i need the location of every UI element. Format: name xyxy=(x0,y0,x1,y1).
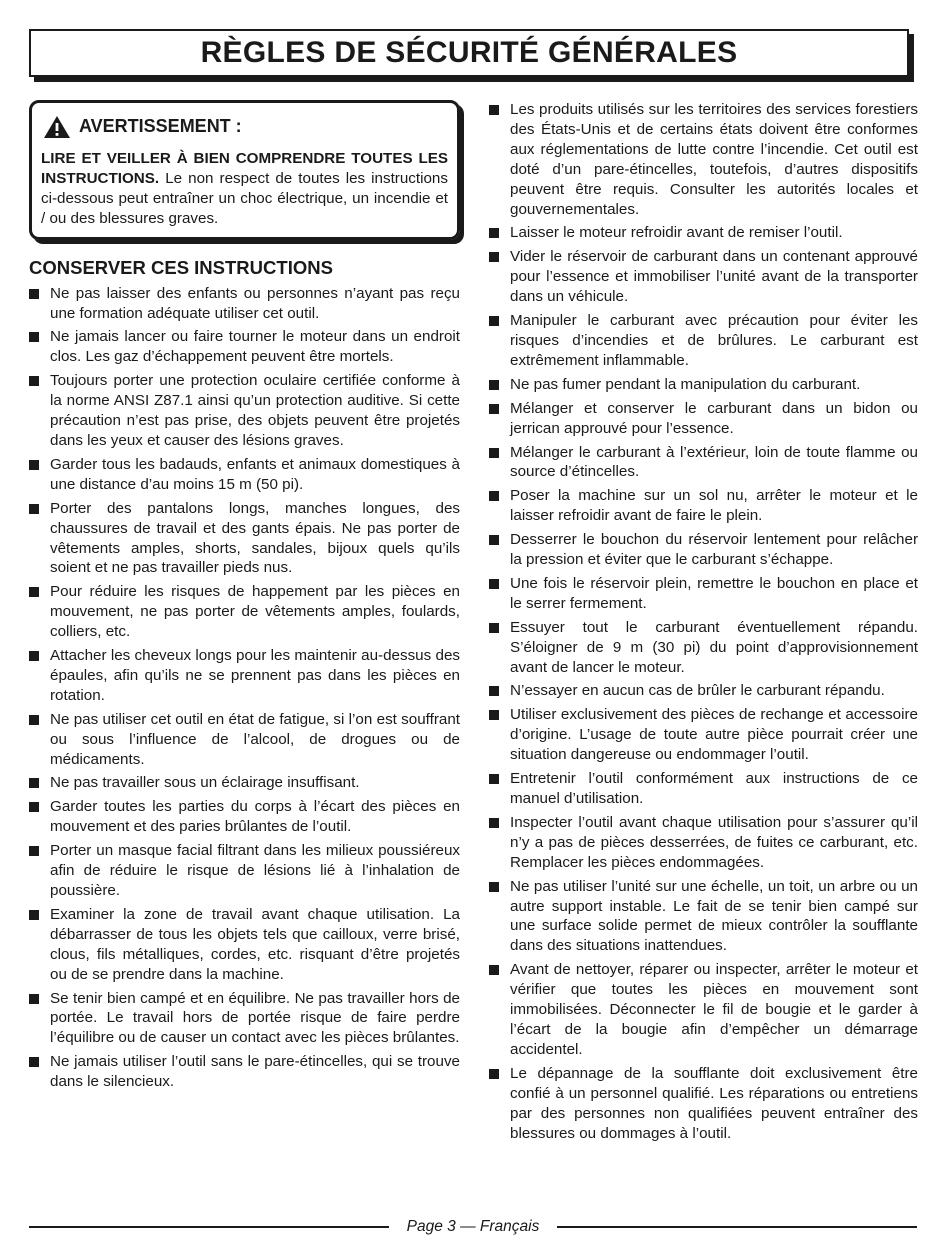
list-item: Le dépannage de la soufflante doit exclusivement être confié à un personnel qualifié. Les réparations ou entretiens par des personnes non qualifiées peuvent entraîner des blessures ou dommages à l’outil. xyxy=(489,1064,918,1144)
list-item: Se tenir bien campé et en équilibre. Ne pas travailler hors de portée. Le travail hors de portée risque de faire perdre l’équilibre ou de causer un contact avec les pièces brûlantes. xyxy=(29,989,460,1049)
right-safety-list xyxy=(489,100,918,1143)
list-item: Vider le réservoir de carburant dans un contenant approuvé pour l’essence et immobiliser l’unité avant de la transporter dans un véhicule. xyxy=(489,247,918,307)
warning-header xyxy=(41,115,448,139)
list-item: Une fois le réservoir plein, remettre le bouchon en place et le serrer fermement. xyxy=(489,574,918,614)
list-item: Ne jamais lancer ou faire tourner le moteur dans un endroit clos. Les gaz d’échappement peuvent être mortels. xyxy=(29,327,460,367)
list-item: Garder toutes les parties du corps à l’écart des pièces en mouvement et des paries brûlantes de l’outil. xyxy=(29,797,460,837)
list-item: Avant de nettoyer, réparer ou inspecter, arrêter le moteur et vérifier que toutes les pièces en mouvement sont immobilisées. Déconnecter le fil de bougie et le garder à l’écart de la bougie afin d’empêcher un démarrage accidentel. xyxy=(489,960,918,1060)
warning-heading: AVERTISSEMENT : xyxy=(79,116,242,137)
warning-text: Le non respect de toutes les instructions ci-dessous peut entraîner un choc électrique, un incendie et / ou des blessures graves. xyxy=(41,169,448,227)
list-item: Poser la machine sur un sol nu, arrêter le moteur et le laisser refroidir avant de faire le plein. xyxy=(489,486,918,526)
left-safety-list xyxy=(29,284,460,1092)
list-item: Les produits utilisés sur les territoires des services forestiers des États-Unis et de certains états doivent être conformes aux réglementations de lutte contre l’incendie. Cet outil est doté d’un pare-étincelles, toutefois, d’autres dispositifs peuvent être requis. Consulter les autorités locales et gouvernementales. xyxy=(489,100,918,219)
list-item: Attacher les cheveux longs pour les maintenir au-dessus des épaules, afin qu’ils ne se prennent pas dans les pièces en rotation. xyxy=(29,646,460,706)
footer-rule-left xyxy=(29,1226,389,1228)
footer-rule-right xyxy=(557,1226,917,1228)
list-item: Essuyer tout le carburant éventuellement répandu. S’éloigner de 9 m (30 pi) du point d’approvisionnement avant de lancer le moteur. xyxy=(489,618,918,678)
list-item: Ne pas utiliser cet outil en état de fatigue, si l’on est souffrant ou sous l’influence de l’alcool, de drogues ou de médicaments. xyxy=(29,710,460,770)
list-item: Inspecter l’outil avant chaque utilisation pour s’assurer qu’il n’y a pas de pièces desserrées, de fuites ce carburant, etc. Remplacer les pièces endommagées. xyxy=(489,813,918,873)
page-number: Page 3 — Français xyxy=(406,1218,540,1235)
page-title-box xyxy=(29,29,909,77)
list-item: Entretenir l’outil conformément aux instructions de ce manuel d’utilisation. xyxy=(489,769,918,809)
list-item: Ne jamais utiliser l’outil sans le pare-étincelles, qui se trouve dans le silencieux. xyxy=(29,1052,460,1092)
section-heading: CONSERVER CES INSTRUCTIONS xyxy=(29,256,333,278)
list-item: Ne pas laisser des enfants ou personnes n’ayant pas reçu une formation adéquate utiliser cet outil. xyxy=(29,284,460,324)
list-item: Mélanger le carburant à l’extérieur, loin de toute flamme ou source d’étincelles. xyxy=(489,443,918,483)
list-item: Ne pas travailler sous un éclairage insuffisant. xyxy=(29,773,460,793)
warning-body xyxy=(41,149,448,229)
list-item: Laisser le moteur refroidir avant de remiser l’outil. xyxy=(489,223,918,243)
list-item: Mélanger et conserver le carburant dans un bidon ou jerrican approuvé pour l’essence. xyxy=(489,399,918,439)
list-item: Utiliser exclusivement des pièces de rechange et accessoire d’origine. L’usage de toute autre pièce pourrait créer une situation dangereuse ou endommager l’outil. xyxy=(489,705,918,765)
list-item: Manipuler le carburant avec précaution pour éviter les risques d’incendies et de brûlures. Le carburant est extrêmement inflammable. xyxy=(489,311,918,371)
list-item: Porter un masque facial filtrant dans les milieux poussiéreux afin de réduire le risque de lésions lié à l’inhalation de poussière. xyxy=(29,841,460,901)
warning-box xyxy=(29,100,460,240)
warning-bold-lead: LIRE ET VEILLER À BIEN COMPRENDRE TOUTES LES INSTRUCTIONS. xyxy=(41,150,448,187)
warning-triangle-icon xyxy=(43,115,71,139)
right-column xyxy=(489,100,918,1147)
list-item: Ne pas utiliser l’unité sur une échelle, un toit, un arbre ou un autre support instable. Le fait de se tenir bien campé sur une surface solide permet de mieux contrôler la soufflante dans des situations inattendues. xyxy=(489,877,918,957)
list-item: Examiner la zone de travail avant chaque utilisation. La débarrasser de tous les objets tels que cailloux, verre brisé, clous, fils métalliques, cordes, etc. risquant d’être projetés ou de se prendre dans la machine. xyxy=(29,905,460,985)
page-title: RÈGLES DE SÉCURITÉ GÉNÉRALES xyxy=(200,36,738,69)
list-item: Pour réduire les risques de happement par les pièces en mouvement, ne pas porter de vêtements amples, foulards, colliers, etc. xyxy=(29,582,460,642)
left-column xyxy=(29,100,460,1096)
page-footer xyxy=(29,1218,917,1236)
list-item: Ne pas fumer pendant la manipulation du carburant. xyxy=(489,375,918,395)
list-item: Garder tous les badauds, enfants et animaux domestiques à une distance d’au moins 15 m (50 pi). xyxy=(29,455,460,495)
list-item: Porter des pantalons longs, manches longues, des chaussures de travail et des gants épais. Ne pas porter de vêtements amples, shorts, sandales, bijoux quels qu’ils soient et ne pas travailler pieds nus. xyxy=(29,499,460,579)
list-item: Desserrer le bouchon du réservoir lentement pour relâcher la pression et éviter que le carburant s’échappe. xyxy=(489,530,918,570)
list-item: N’essayer en aucun cas de brûler le carburant répandu. xyxy=(489,681,918,701)
list-item: Toujours porter une protection oculaire certifiée conforme à la norme ANSI Z87.1 ainsi qu’un protection auditive. Si cette précaution n’est pas prise, des objets peuvent être projetés dans les yeux et causer des lésions graves. xyxy=(29,371,460,451)
